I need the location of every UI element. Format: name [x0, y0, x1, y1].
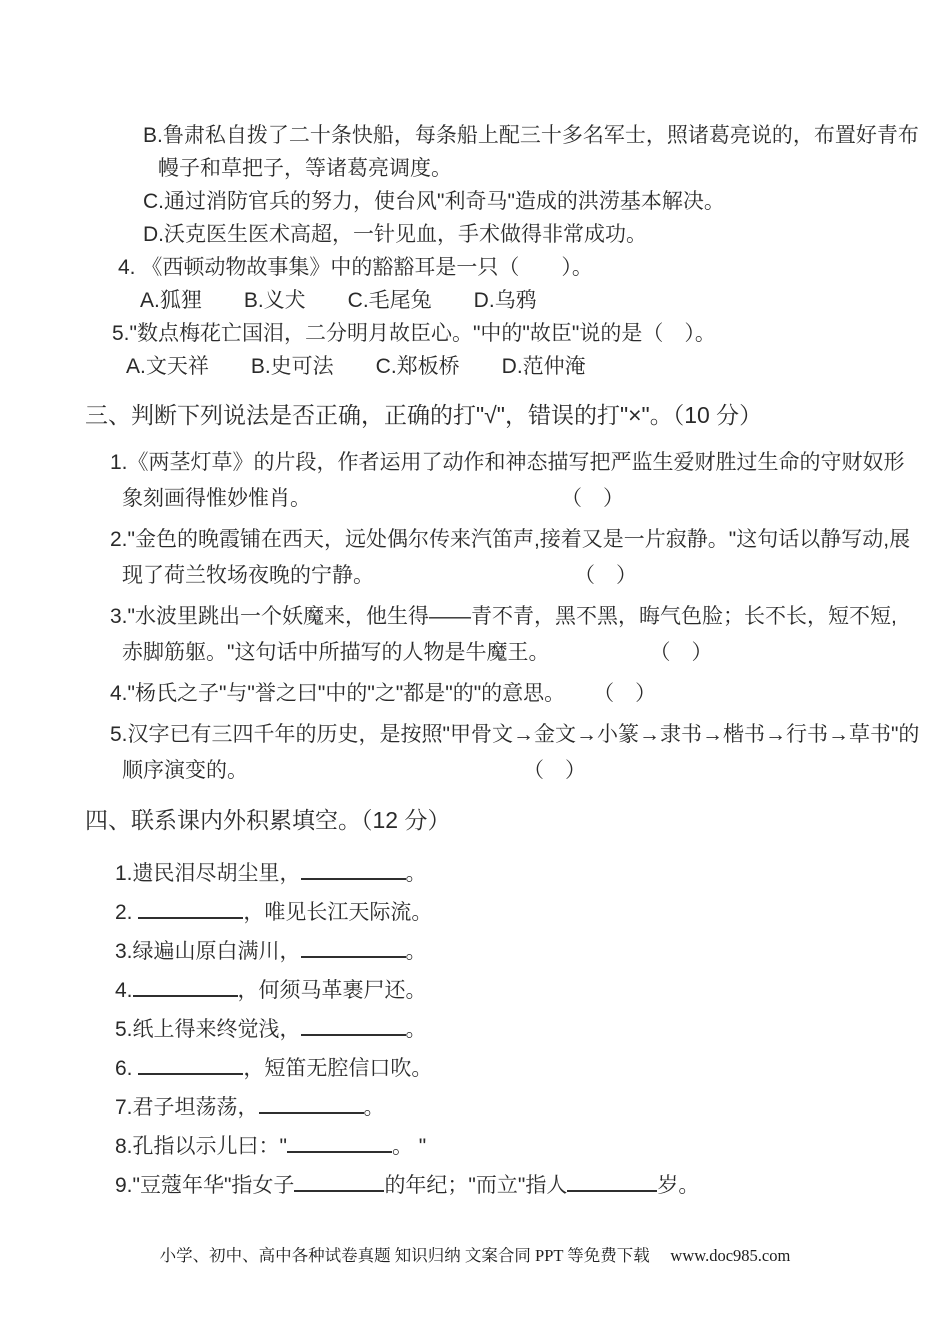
judge-item-2 [85, 522, 911, 594]
judge-item-4 [85, 676, 872, 712]
fill-item-8-post: 。 " [391, 1135, 427, 1158]
q3-option-b-line1: B.鲁肃私自拨了二十条快船，每条船上配三十多名军士，照诸葛亮说的，布置好青布 [143, 124, 919, 147]
judge-item-1-line2-text: 象刻画得惟妙惟肖。 [122, 487, 311, 510]
blank-underline [301, 1014, 406, 1036]
fill-item-7-pre: 7.君子坦荡荡， [115, 1096, 259, 1119]
question-5-options: A.文天祥 B.史可法 C.郑板桥 D.范仲淹 [126, 355, 586, 378]
judge-item-3-line2-text: 赤脚筋躯。"这句话中所描写的人物是牛魔王。 [122, 641, 550, 664]
answer-parentheses: （ ） [593, 682, 657, 705]
fill-item-9-pre: 9."豆蔻年华"指女子 [115, 1174, 295, 1197]
fill-item-3-post: 。 [405, 940, 427, 963]
question-4-stem: 4. 《西顿动物故事集》中的豁豁耳是一只（ ）。 [118, 256, 593, 279]
blank-underline [138, 897, 243, 919]
fill-item-2-pre: 2. [115, 901, 139, 924]
fill-item-6-pre: 6. [115, 1057, 139, 1080]
blank-underline [567, 1170, 657, 1192]
fill-item-2-post: ，唯见长江天际流。 [243, 901, 433, 924]
judge-item-5-line2 [122, 753, 872, 789]
judge-item-3-line1: 3."水波里跳出一个妖魔来，他生得——青不青，黑不黑，晦气色脸；长不长，短不短, [110, 605, 897, 628]
fill-item-3 [115, 932, 872, 971]
fill-item-8 [115, 1127, 872, 1166]
judge-item-2-line2-text: 现了荷兰牧场夜晚的宁静。 [122, 564, 374, 587]
page-footer: 小学、初中、高中各种试卷真题 知识归纳 文案合同 PPT 等免费下载 www.doc985.com [159, 1246, 791, 1265]
judge-item-5-line1: 5.汉字已有三四千年的历史，是按照"甲骨文→金文→小篆→隶书→楷书→行书→草书"的 [110, 723, 920, 746]
blank-underline [138, 1053, 243, 1075]
fill-item-1 [115, 854, 872, 893]
fill-item-3-pre: 3.绿遍山原白满川， [115, 940, 301, 963]
fill-item-7-post: 。 [363, 1096, 385, 1119]
judge-item-3-line2 [122, 635, 872, 671]
judge-item-4-text: 4."杨氏之子"与"誉之曰"中的"之"都是"的"的意思。 [110, 682, 566, 705]
fill-item-4 [115, 971, 872, 1010]
fill-item-8-pre: 8.孔指以示儿曰：" [115, 1135, 287, 1158]
judge-item-2-line2 [122, 558, 872, 594]
fill-item-5 [115, 1010, 872, 1049]
fill-item-9-mid: 的年纪；"而立"指人 [384, 1174, 568, 1197]
question-4-options: A.狐狸 B.义犬 C.毛尾兔 D.乌鸦 [140, 289, 537, 312]
judge-item-5 [85, 717, 920, 789]
judge-item-1-line1: 1.《两茎灯草》的片段，作者运用了动作和神态描写把严监生爱财胜过生命的守财奴形 [110, 451, 905, 474]
q3-option-d: D.沃克医生医术高超，一针见血，手术做得非常成功。 [143, 223, 647, 246]
fill-section-heading: 四、联系课内外积累填空。（12 分） [85, 807, 451, 833]
question-5-stem: 5."数点梅花亡国泪，二分明月故臣心。"中的"故臣"说的是（ ）。 [112, 322, 716, 345]
q3-option-b-line2: 幔子和草把子，等诸葛亮调度。 [158, 157, 452, 180]
judge-item-1 [85, 445, 905, 517]
judge-item-1-line2 [122, 481, 872, 517]
fill-item-6-post: ，短笛无腔信口吹。 [243, 1057, 433, 1080]
judge-section-heading: 三、判断下列说法是否正确，正确的打"√"，错误的打"×"。（10 分） [85, 402, 763, 428]
blank-underline [259, 1092, 364, 1114]
fill-item-4-post: ，何须马革裹尸还。 [237, 979, 427, 1002]
fill-item-6 [115, 1049, 872, 1088]
blank-underline [301, 936, 406, 958]
judge-item-3 [85, 599, 897, 671]
judge-item-4-line1 [110, 676, 872, 712]
blank-underline [301, 858, 406, 880]
judge-item-2-line1: 2."金色的晚霞铺在西天，远处偶尔传来汽笛声,接着又是一片寂静。"这句话以静写动,展 [110, 528, 911, 551]
blank-underline [294, 1170, 384, 1192]
fill-item-5-post: 。 [405, 1018, 427, 1041]
answer-parentheses: （ ） [561, 487, 624, 510]
fill-item-5-pre: 5.纸上得来终觉浅， [115, 1018, 301, 1041]
judge-item-5-line2-text: 顺序演变的。 [122, 759, 248, 782]
judge-section [85, 445, 920, 789]
fill-item-7 [115, 1088, 872, 1127]
q3-option-c: C.通过消防官兵的努力，使台风"利奇马"造成的洪涝基本解决。 [143, 190, 725, 213]
fill-item-2 [115, 893, 872, 932]
blank-underline [287, 1131, 392, 1153]
fill-item-1-post: 。 [405, 862, 427, 885]
answer-parentheses: （ ） [649, 641, 713, 664]
fill-item-1-pre: 1.遗民泪尽胡尘里， [115, 862, 301, 885]
answer-parentheses: （ ） [574, 564, 637, 587]
multiple-choice-section [85, 119, 919, 383]
fill-item-9-post: 岁。 [657, 1174, 700, 1197]
blank-underline [133, 975, 238, 997]
fill-item-4-pre: 4. [115, 979, 133, 1002]
answer-parentheses: （ ） [523, 759, 586, 782]
fill-item-9 [115, 1166, 872, 1205]
fill-section [85, 854, 872, 1205]
